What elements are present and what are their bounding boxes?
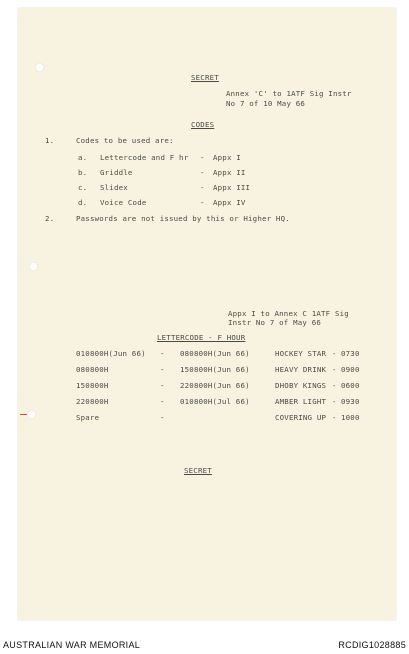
annex-line-2: No 7 of 10 May 66 [226,99,306,108]
row-from: 010800H(Jun 66) [76,349,146,358]
subitem-letter: d. [78,198,88,207]
row-dash: - [160,397,165,406]
row-dash: - [160,381,165,390]
row-dash: - [332,349,337,358]
codes-title: CODES [191,120,215,129]
subitem-letter: b. [78,168,88,177]
item-2-number: 2. [45,214,55,223]
item-1-number: 1. [45,136,55,145]
subitem-letter: a. [78,153,88,162]
row-time: 0730 [341,349,360,358]
row-from: 080800H [76,365,109,374]
red-margin-mark [20,414,27,415]
subitem-appx: Appx III [213,183,251,192]
row-time: 0600 [341,381,360,390]
classification-bottom: SECRET [184,466,212,475]
subitem-appx: Appx I [213,153,241,162]
appendix-line-2: Instr No 7 of May 66 [228,318,321,327]
row-code: DHOBY KINGS [275,381,327,390]
row-from: 220800H [76,397,109,406]
subitem-dash: - [200,183,205,192]
item-1-text: Codes to be used are: [76,136,174,145]
row-code: HEAVY DRINK [275,365,327,374]
row-to: 080800H(Jun 66) [180,349,250,358]
row-to: 150800H(Jun 66) [180,365,250,374]
appendix-line-1: Appx I to Annex C 1ATF Sig [228,309,349,318]
subitem-appx: Appx IV [213,198,246,207]
punch-hole-middle [29,262,38,271]
row-code: HOCKEY STAR [275,349,327,358]
row-dash: - [332,365,337,374]
subitem-dash: - [200,168,205,177]
subitem-dash: - [200,153,205,162]
subitem-dash: - [200,198,205,207]
row-dash: - [160,365,165,374]
lettercode-title: LETTERCODE - F HOUR [157,333,246,342]
row-from: 150800H [76,381,109,390]
footer-record-id: RCDIG1028885 [338,640,406,650]
row-dash: - [160,349,165,358]
subitem-name: Griddle [100,168,133,177]
subitem-appx: Appx II [213,168,246,177]
annex-line-1: Annex 'C' to 1ATF Sig Instr [226,89,352,98]
punch-hole-bottom [27,410,36,419]
row-time: 0900 [341,365,360,374]
subitem-name: Lettercode and F hr [100,153,189,162]
row-dash: - [332,413,337,422]
row-to: 220800H(Jun 66) [180,381,250,390]
classification-top: SECRET [191,73,219,82]
row-to: 010800H(Jul 66) [180,397,250,406]
row-from: Spare [76,413,100,422]
row-time: 0930 [341,397,360,406]
subitem-name: Slidex [100,183,128,192]
subitem-name: Voice Code [100,198,147,207]
row-code: COVERING UP [275,413,327,422]
row-time: 1000 [341,413,360,422]
row-dash: - [160,413,165,422]
row-code: AMBER LIGHT [275,397,327,406]
subitem-letter: c. [78,183,88,192]
row-dash: - [332,381,337,390]
row-dash: - [332,397,337,406]
item-2-text: Passwords are not issued by this or Higher HQ. [76,214,290,223]
footer-archive-name: AUSTRALIAN WAR MEMORIAL [3,640,141,650]
punch-hole-top [35,63,44,72]
